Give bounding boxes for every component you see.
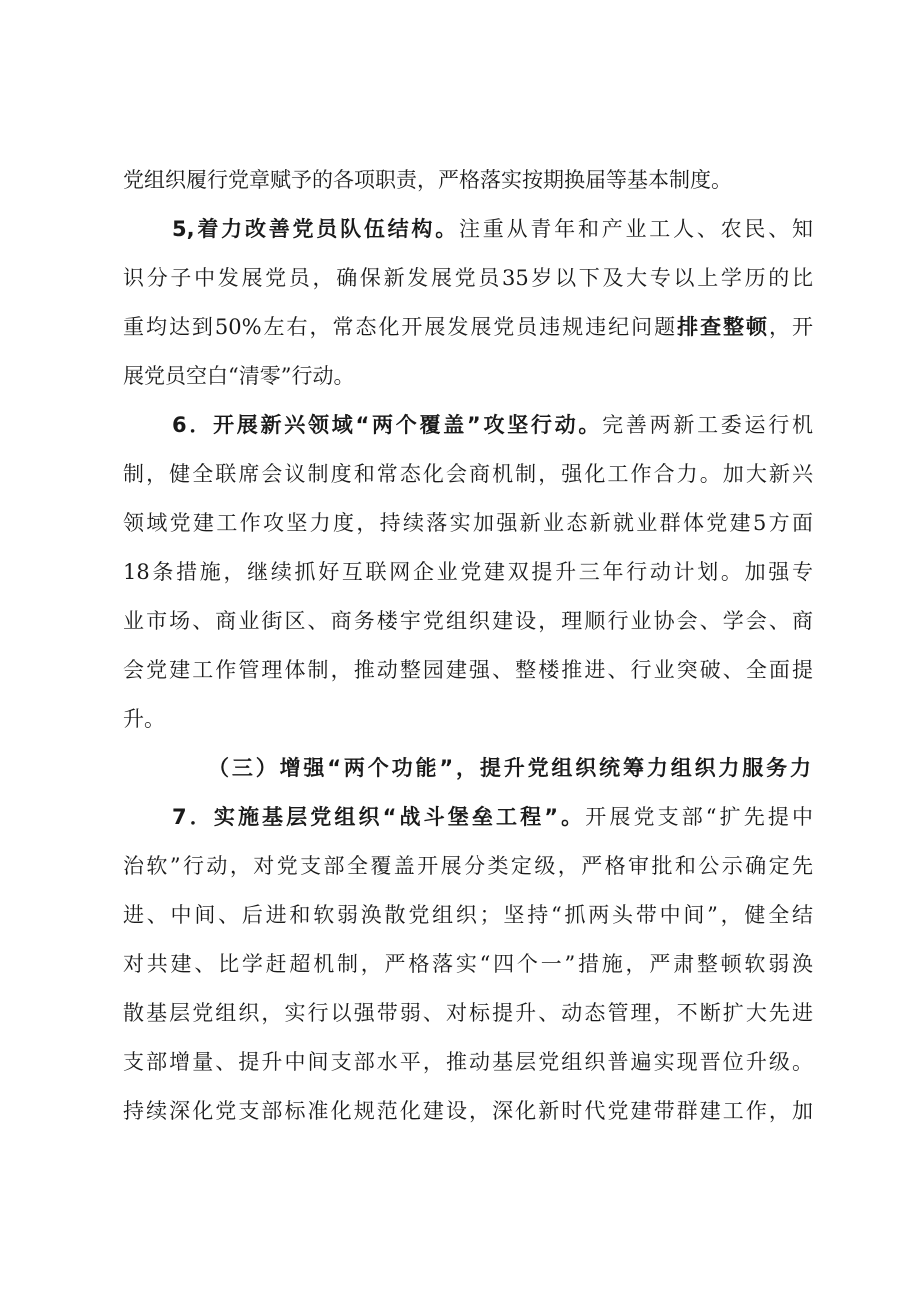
body-text-line bbox=[123, 900, 813, 930]
text-span: 进、中间、后进和软弱涣散党组织；坚持“抓两头带中间”，健全结 bbox=[123, 903, 813, 927]
text-span: 展党员空白“清零”行动。 bbox=[123, 364, 355, 388]
text-span: 注重从青年和产业工人、农民、知 bbox=[459, 217, 814, 241]
item-5-heading-line bbox=[172, 214, 813, 244]
item-6-heading-line bbox=[172, 410, 813, 440]
body-text-line bbox=[123, 557, 813, 587]
body-text-line bbox=[123, 508, 813, 538]
text-span: 支部增量、提升中间支部水平，推动基层党组织普遍实现晋位升级。 bbox=[123, 1050, 813, 1074]
body-text-line bbox=[123, 704, 813, 734]
text-span: 领域党建工作攻坚力度，持续落实加强新业态新就业群体党建5方面 bbox=[123, 511, 813, 535]
text-span: 开展党支部“扩先提中 bbox=[585, 805, 813, 829]
body-text-line bbox=[123, 606, 813, 636]
text-span: 治软”行动，对党支部全覆盖开展分类定级，严格审批和公示确定先 bbox=[123, 854, 813, 878]
section-title: （三）增强“两个功能”，提升党组织统筹力组织力服务力 bbox=[208, 756, 811, 780]
text-span: 党组织履行党章赋予的各项职责，严格落实按期换届等基本制度。 bbox=[123, 168, 732, 192]
text-span: 散基层党组织，实行以强带弱、对标提升、动态管理，不断扩大先进 bbox=[123, 1001, 813, 1025]
body-text-line bbox=[123, 459, 813, 489]
body-text-line bbox=[123, 1096, 813, 1126]
text-span: 持续深化党支部标准化规范化建设，深化新时代党建带群建工作，加 bbox=[123, 1099, 813, 1123]
body-text-line bbox=[123, 361, 813, 391]
item-5-title: 5,着力改善党员队伍结构。 bbox=[172, 217, 460, 241]
text-span: 完善两新工委运行机 bbox=[602, 413, 814, 437]
text-span: 18条措施，继续抓好互联网企业党建双提升三年行动计划。加强专 bbox=[123, 560, 813, 584]
body-text-line bbox=[123, 851, 813, 881]
text-span: 对共建、比学赶超机制，严格落实“四个一”措施，严肃整顿软弱涣 bbox=[123, 952, 813, 976]
body-text-line bbox=[123, 1047, 813, 1077]
text-span: 识分子中发展党员，确保新发展党员35岁以下及大专以上学历的比 bbox=[123, 266, 813, 290]
text-span: ，开 bbox=[769, 315, 813, 339]
section-3-heading bbox=[208, 753, 811, 783]
text-span: 制，健全联席会议制度和常态化会商机制，强化工作合力。加大新兴 bbox=[123, 462, 813, 486]
body-text-line bbox=[123, 312, 813, 342]
item-7-title: 7．实施基层党组织“战斗堡垒工程”。 bbox=[172, 805, 586, 829]
body-text-line bbox=[123, 949, 813, 979]
text-span: 升。 bbox=[123, 707, 165, 731]
body-text-line bbox=[123, 263, 813, 293]
item-7-heading-line bbox=[172, 802, 813, 832]
text-span: 业市场、商业街区、商务楼宇党组织建设，理顺行业协会、学会、商 bbox=[123, 609, 813, 633]
body-text-line bbox=[123, 165, 813, 195]
bold-phrase: 排查整顿 bbox=[677, 315, 770, 339]
text-span: 重均达到50%左右，常态化开展发展党员违规违纪问题 bbox=[123, 315, 678, 339]
body-text-line bbox=[123, 655, 813, 685]
item-6-title: 6．开展新兴领域“两个覆盖”攻坚行动。 bbox=[172, 413, 603, 437]
body-text-line bbox=[123, 998, 813, 1028]
text-span: 会党建工作管理体制，推动整园建强、整楼推进、行业突破、全面提 bbox=[123, 658, 813, 682]
